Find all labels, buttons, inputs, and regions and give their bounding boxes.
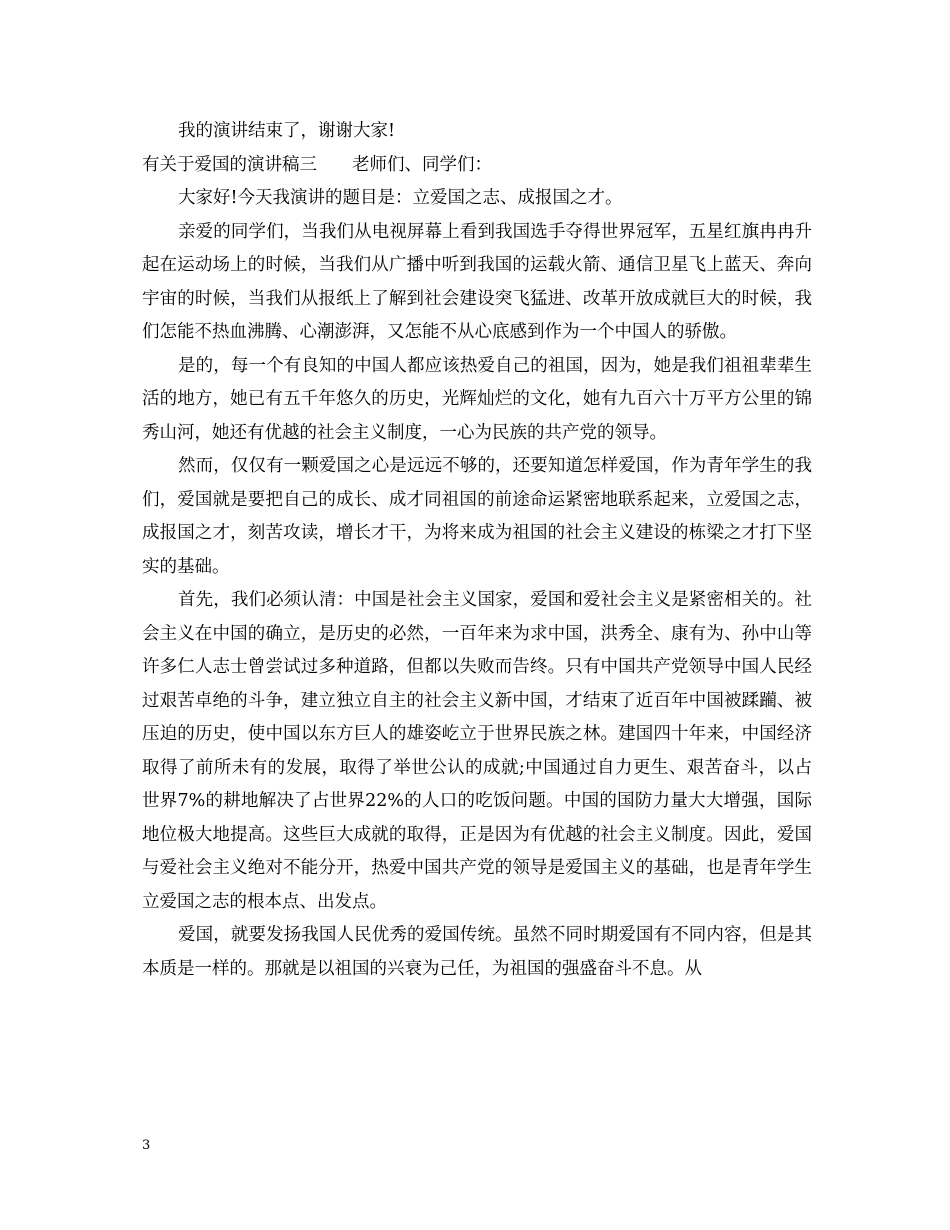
body-text (142, 115, 812, 986)
paragraph-greeting: 大家好!今天我演讲的题目是：立爱国之志、成报国之才。 (178, 188, 623, 208)
paragraph-3: 然而，仅仅有一颗爱国之心是远远不够的，还要知道怎样爱国，作为青年学生的我们，爱国就是要把自己的成长、成才同祖国的前途命运紧密地联系起来，立爱国之志，成报国之才，刻苦攻读，增长才干，为将来成为祖国的社会主义建设的栋梁之才打下坚实的基础。 (142, 456, 812, 577)
paragraph-5: 爱国，就要发扬我国人民优秀的爱国传统。虽然不同时期爱国有不同内容，但是其本质是一样的。那就是以祖国的兴衰为己任，为祖国的强盛奋斗不息。从 (142, 925, 812, 979)
paragraph-4: 首先，我们必须认清：中国是社会主义国家，爱国和爱社会主义是紧密相关的。社会主义在中国的确立，是历史的必然，一百年来为求中国，洪秀全、康有为、孙中山等许多仁人志士曾尝试过多种道路，但都以失败而告终。只有中国共产党领导中国人民经过艰苦卓绝的斗争，建立独立自主的社会主义新中国，才结束了近百年中国被蹂躏、被压迫的历史，使中国以东方巨人的雄姿屹立于世界民族之林。建国四十年来，中国经济取得了前所未有的发展，取得了举世公认的成就;中国通过自力更生、艰苦奋斗，以占世界7%的耕地解决了占世界22%的人口的吃饭问题。中国的国防力量大大增强，国际地位极大地提高。这些巨大成就的取得，正是因为有优越的社会主义制度。因此，爱国与爱社会主义绝对不能分开，热爱中国共产党的领导是爱国主义的基础，也是青年学生立爱国之志的根本点、出发点。 (142, 590, 812, 912)
paragraph-2: 是的，每一个有良知的中国人都应该热爱自己的祖国，因为，她是我们祖祖辈辈生活的地方，她已有五千年悠久的历史，光辉灿烂的文化，她有九百六十万平方公里的锦秀山河，她还有优越的社会主义制度，一心为民族的共产党的领导。 (142, 355, 812, 443)
paragraph-heading: 有关于爱国的演讲稿三 老师们、同学们： (142, 154, 492, 175)
page-number: 3 (142, 1138, 151, 1153)
paragraph-1: 亲爱的同学们，当我们从电视屏幕上看到我国选手夺得世界冠军，五星红旗冉冉升起在运动场上的时候，当我们从广播中听到我国的运载火箭、通信卫星飞上蓝天、奔向宇宙的时候，当我们从报纸上了解到社会建设突飞猛进、改革开放成就巨大的时候，我们怎能不热血沸腾、心潮澎湃，又怎能不从心底感到作为一个中国人的骄傲。 (142, 221, 812, 342)
paragraph-closing: 我的演讲结束了，谢谢大家! (178, 121, 396, 141)
